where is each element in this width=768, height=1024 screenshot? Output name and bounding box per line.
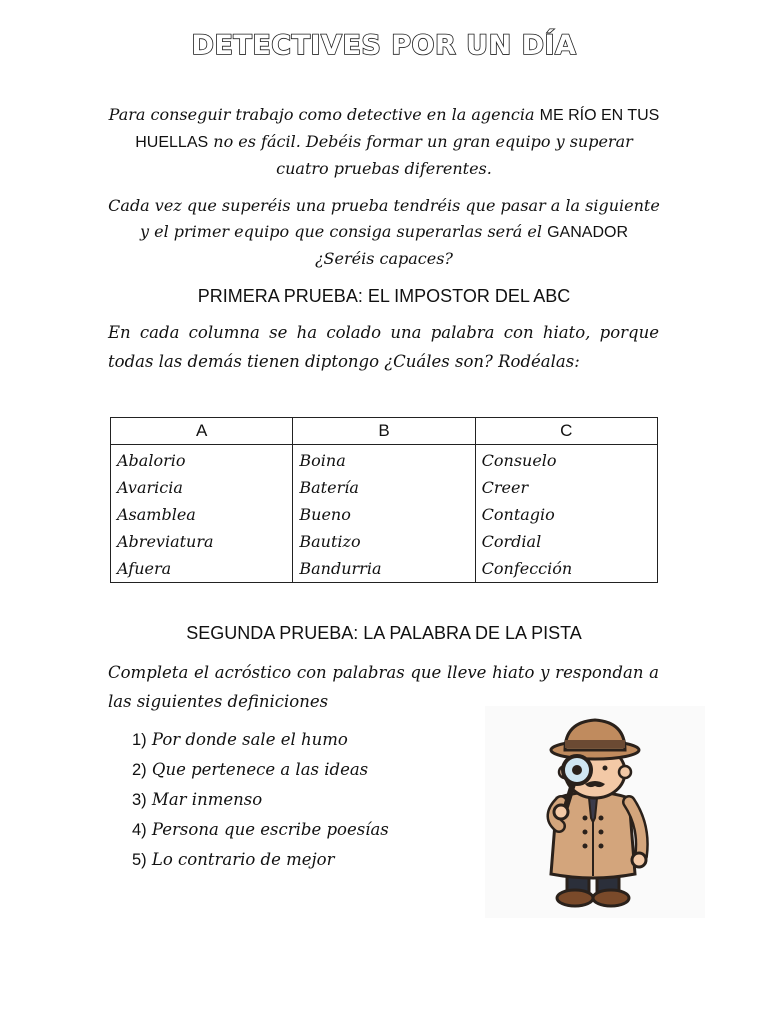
definitions-list <box>132 725 389 875</box>
intro-text: Cada vez que superéis una prueba tendréis que pasar a la siguiente y el primer equipo que consiga superarlas será el <box>108 196 660 241</box>
word-item[interactable]: Asamblea <box>117 505 196 524</box>
word-item[interactable]: Afuera <box>117 559 172 578</box>
word-item[interactable]: Abalorio <box>117 451 186 470</box>
column-header-a: A <box>111 418 293 445</box>
section-2-heading: SEGUNDA PRUEBA: LA PALABRA DE LA PISTA <box>186 623 582 643</box>
word-item[interactable]: Creer <box>481 478 529 497</box>
section-2-instructions: Completa el acróstico con palabras que lleve hiato y respondan a las siguientes definiciones <box>108 663 659 711</box>
section-1-heading: PRIMERA PRUEBA: EL IMPOSTOR DEL ABC <box>197 286 571 306</box>
intro-text: Para conseguir trabajo como detective en la agencia <box>108 105 535 124</box>
word-item[interactable]: Consuelo <box>481 451 557 470</box>
list-item: 3) Mar inmenso <box>132 790 263 809</box>
column-header-c: C <box>475 418 657 445</box>
agency-name: ME RÍO EN TUS HUELLAS <box>135 107 660 151</box>
word-item[interactable]: Confección <box>481 559 573 578</box>
column-header-b: B <box>293 418 475 445</box>
table-header-row <box>111 418 658 445</box>
winner-word: GANADOR <box>547 224 629 241</box>
column-a-cell <box>111 445 293 583</box>
word-item[interactable]: Batería <box>299 478 359 497</box>
word-item[interactable]: Avaricia <box>117 478 183 497</box>
word-table <box>110 417 658 583</box>
intro-text: ¿Seréis capaces? <box>314 249 454 268</box>
list-item: 1) Por donde sale el humo <box>132 730 348 749</box>
list-item: 4) Persona que escribe poesías <box>132 820 389 839</box>
page-title: DETECTIVES POR UN DÍA <box>191 30 577 61</box>
word-item[interactable]: Contagio <box>481 505 555 524</box>
detective-with-magnifying-glass-icon <box>485 706 705 918</box>
intro-paragraph-1 <box>108 102 660 182</box>
word-item[interactable]: Bueno <box>299 505 351 524</box>
list-item: 5) Lo contrario de mejor <box>132 850 335 869</box>
intro-paragraph-2 <box>108 193 660 272</box>
column-c-cell <box>475 445 657 583</box>
list-item: 2) Que pertenece a las ideas <box>132 760 369 779</box>
table-row <box>111 445 658 583</box>
word-item[interactable]: Boina <box>299 451 346 470</box>
word-item[interactable]: Bautizo <box>299 532 361 551</box>
word-item[interactable]: Abreviatura <box>117 532 214 551</box>
intro-text: no es fácil. Debéis formar un gran equipo y superar cuatro pruebas diferentes. <box>213 132 633 178</box>
detective-illustration <box>485 706 705 918</box>
section-1-instructions: En cada columna se ha colado una palabra con hiato, porque todas las demás tienen diptongo ¿Cuáles son? Rodéalas: <box>108 323 659 371</box>
word-item[interactable]: Cordial <box>481 532 542 551</box>
column-b-cell <box>293 445 475 583</box>
word-item[interactable]: Bandurria <box>299 559 382 578</box>
